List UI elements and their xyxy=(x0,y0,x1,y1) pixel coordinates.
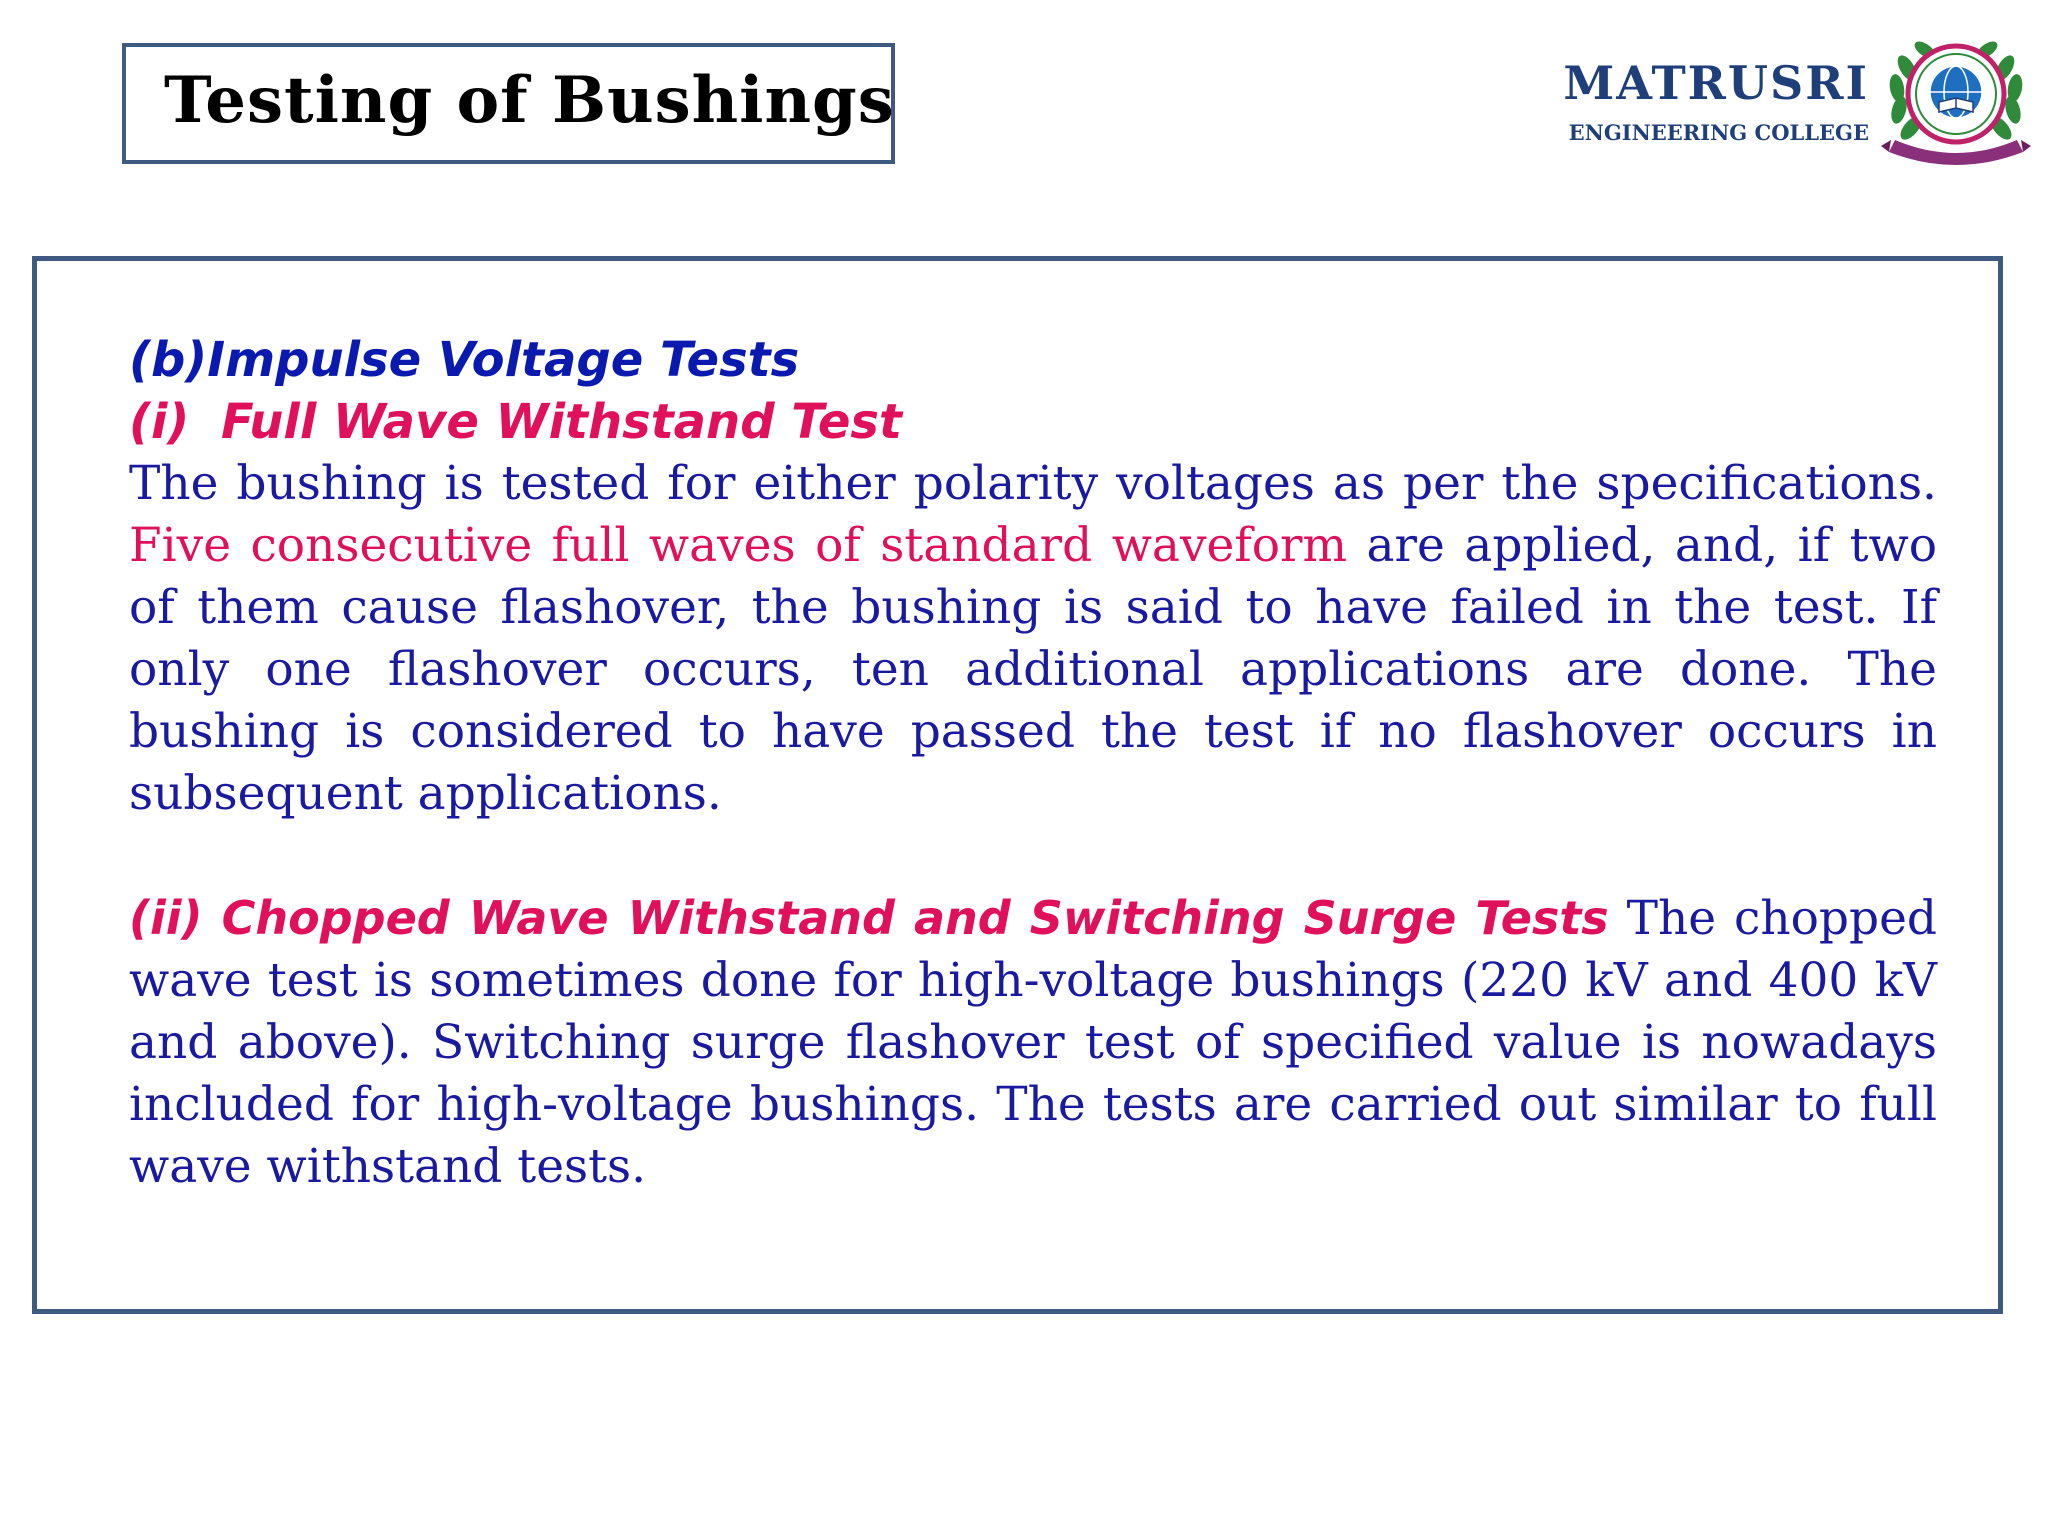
paragraph-text: The bushing is tested for either polarity voltages as per the specifications. xyxy=(129,456,1937,511)
title-box xyxy=(122,43,895,164)
page-title: Testing of Bushings xyxy=(164,63,895,138)
paragraph-text: are applied, and, if two of them cause flashover, the bushing is said to have failed in the test. If only one flashover occurs, ten additional applications are done. The bushing is considered to have passed the test if no flashover occurs in subsequent applications. xyxy=(129,518,1937,821)
highlighted-text: Five consecutive full waves of standard waveform xyxy=(129,518,1348,573)
subsection-number: (i) xyxy=(129,394,190,450)
logo-subtitle: ENGINEERING COLLEGE xyxy=(1568,120,1869,145)
subsection-heading-full-wave xyxy=(129,391,1937,453)
college-crest-icon xyxy=(1877,28,2035,168)
content-body xyxy=(129,329,1937,1198)
paragraph-text: The chopped wave test is sometimes done for high-voltage bushings (220 kV and 400 kV and above). Switching surge flashover test of specified value is nowadays included for high-voltage bushings. The tests are carried out similar to full wave withstand tests. xyxy=(129,891,1938,1194)
section-heading: (b)Impulse Voltage Tests xyxy=(129,332,800,388)
spacer xyxy=(129,825,1937,887)
content-panel xyxy=(32,256,2003,1314)
logo-name: MATRUSRI xyxy=(1563,56,1869,110)
chopped-wave-paragraph xyxy=(129,887,1937,1198)
subsection-heading-chopped-wave: (ii) Chopped Wave Withstand and Switching Surge Tests xyxy=(129,891,1609,945)
college-logo xyxy=(1545,28,2035,168)
subsection-title: Full Wave Withstand Test xyxy=(221,394,902,450)
full-wave-paragraph xyxy=(129,453,1937,825)
